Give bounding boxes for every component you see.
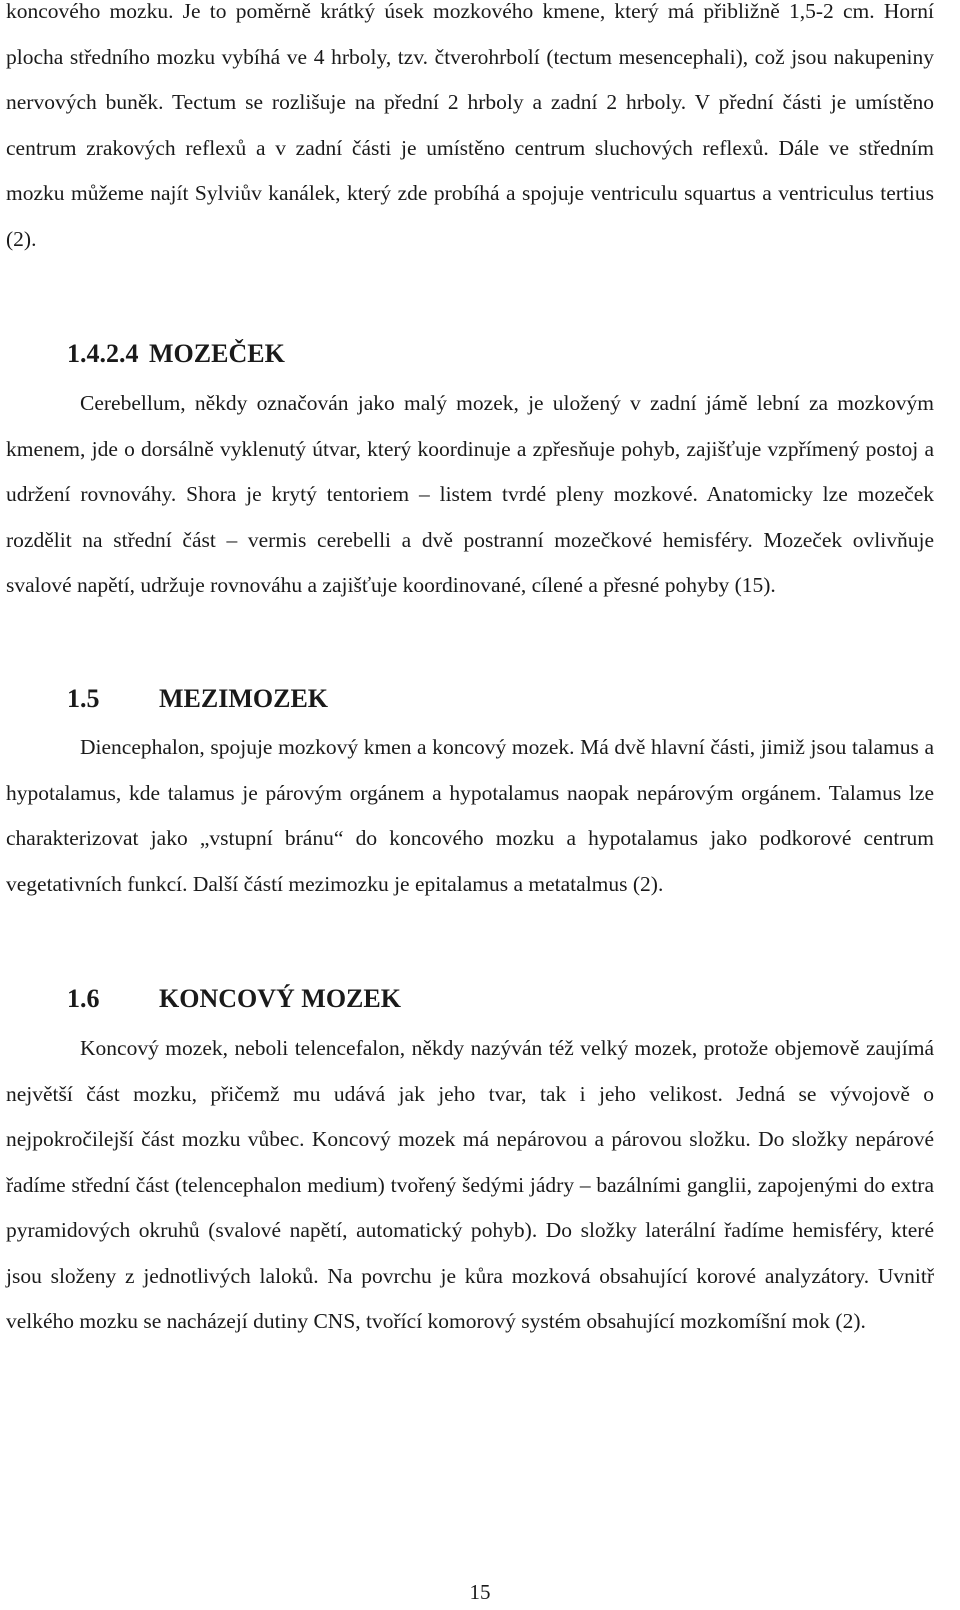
section-number: 1.5 xyxy=(67,684,100,713)
section-heading-mozecek xyxy=(67,338,285,370)
section-title: MOZEČEK xyxy=(149,339,285,368)
section-heading-koncovy-mozek xyxy=(67,983,401,1015)
section-title: KONCOVÝ MOZEK xyxy=(159,984,401,1013)
section-number: 1.6 xyxy=(67,984,100,1013)
page-number: 15 xyxy=(469,1580,491,1604)
section-number: 1.4.2.4 xyxy=(67,339,139,368)
section-heading-mezimozek xyxy=(67,683,328,715)
paragraph-midbrain: koncového mozku. Je to poměrně krátký úsek mozkového kmene, který má přibližně 1,5-2 cm. Horní plocha středního mozku vybíhá ve 4 hrboly, tzv. čtverohrbolí (tectum mesencephali), což jsou nakupeniny nervových buněk. Tectum se rozlišuje na přední 2 hrboly a zadní 2 hrboly. V přední části je umístěno centrum zrakových reflexů a v zadní části je umístěno centrum sluchových reflexů. Dále ve středním mozku můžeme najít Sylviův kanálek, který zde probíhá a spojuje ventriculu squartus a ventriculus tertius (2). xyxy=(6,0,934,251)
section-title: MEZIMOZEK xyxy=(159,684,329,713)
paragraph-cerebellum: Cerebellum, někdy označován jako malý mozek, je uložený v zadní jámě lební za mozkovým kmenem, jde o dorsálně vyklenutý útvar, který koordinuje a zpřesňuje pohyb, zajišťuje vzpřímený postoj a udržení rovnováhy. Shora je krytý tentoriem – listem tvrdé pleny mozkové. Anatomicky lze mozeček rozdělit na střední část – vermis cerebelli a dvě postranní mozečkové hemisféry. Mozeček ovlivňuje svalové napětí, udržuje rovnováhu a zajišťuje koordinované, cílené a přesné pohyby (15). xyxy=(6,391,934,597)
paragraph-telencephalon: Koncový mozek, neboli telencefalon, někdy nazýván též velký mozek, protože objemově zaujímá největší část mozku, přičemž mu udává jak jeho tvar, tak i jeho velikost. Jedná se vývojově o nejpokročilejší část mozku vůbec. Koncový mozek má nepárovou a párovou složku. Do složky nepárové řadíme střední část (telencephalon medium) tvořený šedými jádry – bazálními ganglii, zapojenými do extra pyramidových okruhů (svalové napětí, automatický pohyb). Do složky laterální řadíme hemisféry, které jsou složeny z jednotlivých laloků. Na povrchu je kůra mozková obsahující korové analyzátory. Uvnitř velkého mozku se nacházejí dutiny CNS, tvořící komorový systém obsahující mozkomíšní mok (2). xyxy=(6,1036,934,1333)
paragraph-diencephalon: Diencephalon, spojuje mozkový kmen a koncový mozek. Má dvě hlavní části, jimiž jsou talamus a hypotalamus, kde talamus je párovým orgánem a hypotalamus naopak nepárovým orgánem. Talamus lze charakterizovat jako „vstupní bránu“ do koncového mozku a hypotalamus jako podkorové centrum vegetativních funkcí. Další částí mezimozku je epitalamus a metatalmus (2). xyxy=(6,735,934,896)
